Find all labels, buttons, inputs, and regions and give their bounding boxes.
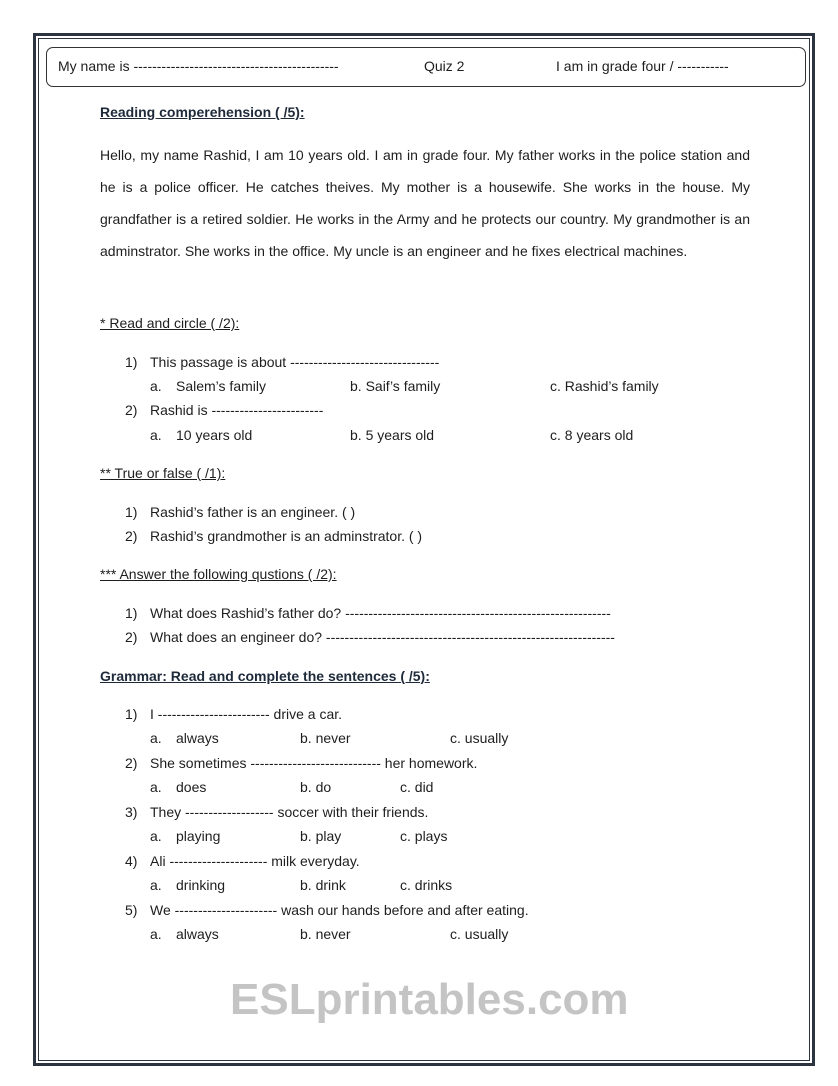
- answer-option: does: [176, 779, 207, 795]
- answer-option: Salem’s family: [176, 378, 266, 394]
- answer-option: b. never: [300, 730, 351, 746]
- answer-option: b. do: [300, 779, 332, 795]
- answer-option: c. Rashid’s family: [550, 378, 659, 394]
- question-number: 5): [125, 902, 138, 918]
- answer-option: always: [176, 730, 219, 746]
- question-text: They ------------------- soccer with their friends.: [150, 804, 429, 820]
- question-number: 2): [125, 402, 138, 418]
- question-number: 2): [125, 629, 138, 645]
- grammar-heading: Grammar: Read and complete the sentences ( /5):: [100, 668, 430, 684]
- question-number: 1): [125, 354, 138, 370]
- watermark-logo: ESLprintables.com: [230, 975, 629, 1024]
- answer-option: always: [176, 926, 219, 942]
- question-text: Rashid is ------------------------: [150, 402, 324, 418]
- question-text: What does Rashid’s father do? ---------------------------------------------------------: [150, 605, 611, 621]
- grade-field-label: I am in grade four / -----------: [556, 58, 729, 74]
- answer-option: c. 8 years old: [550, 427, 634, 443]
- question-text: This passage is about --------------------------------: [150, 354, 440, 370]
- circle-heading: * Read and circle ( /2):: [100, 315, 240, 331]
- answer-option: playing: [176, 828, 221, 844]
- question-number: 2): [125, 755, 138, 771]
- question-text: She sometimes ---------------------------- her homework.: [150, 755, 478, 771]
- reading-heading: Reading comperehension ( /5):: [100, 104, 305, 120]
- answer-option: c. plays: [400, 828, 448, 844]
- question-number: 2): [125, 528, 138, 544]
- answer-option: b. never: [300, 926, 351, 942]
- question-number: 3): [125, 804, 138, 820]
- question-number: 4): [125, 853, 138, 869]
- question-text: What does an engineer do? --------------------------------------------------------------: [150, 629, 615, 645]
- question-text: Rashid’s grandmother is an adminstrator. ( ): [150, 528, 423, 544]
- answer-option: a.: [150, 828, 162, 844]
- answer-option: c. usually: [450, 730, 509, 746]
- answer-option: a.: [150, 730, 162, 746]
- question-text: Ali --------------------- milk everyday.: [150, 853, 360, 869]
- answer-option: c. usually: [450, 926, 509, 942]
- truefalse-heading: ** True or false ( /1):: [100, 465, 226, 481]
- reading-passage: Hello, my name Rashid, I am 10 years old. I am in grade four. My father works in the police station and he is a police officer. He catches theives. My mother is a housewife. She works in the house. My grandfather is a retired soldier. He works in the Army and he protects our country. My grandmother is an adminstrator. She works in the office. My uncle is an engineer and he fixes electrical machines.: [100, 147, 750, 259]
- question-text: Rashid’s father is an engineer. ( ): [150, 504, 356, 520]
- question-number: 1): [125, 706, 138, 722]
- question-text: We ---------------------- wash our hands before and after eating.: [150, 902, 529, 918]
- question-number: 1): [125, 504, 138, 520]
- name-field-label: My name is --------------------------------------------: [58, 58, 339, 74]
- answer-option: a.: [150, 877, 162, 893]
- answer-option: b. Saif’s family: [350, 378, 441, 394]
- answer-option: b. play: [300, 828, 342, 844]
- answer-option: a.: [150, 378, 162, 394]
- answer-option: a.: [150, 427, 162, 443]
- answer-option: a.: [150, 779, 162, 795]
- answer-option: 10 years old: [176, 427, 253, 443]
- answer-option: b. drink: [300, 877, 346, 893]
- question-text: I ------------------------ drive a car.: [150, 706, 343, 722]
- answer-option: b. 5 years old: [350, 427, 435, 443]
- question-number: 1): [125, 605, 138, 621]
- answer-option: c. did: [400, 779, 434, 795]
- quiz-title: Quiz 2: [424, 58, 465, 74]
- answer-option: a.: [150, 926, 162, 942]
- answer-option: c. drinks: [400, 877, 453, 893]
- answer-heading: *** Answer the following qustions ( /2):: [100, 566, 337, 582]
- answer-option: drinking: [176, 877, 226, 893]
